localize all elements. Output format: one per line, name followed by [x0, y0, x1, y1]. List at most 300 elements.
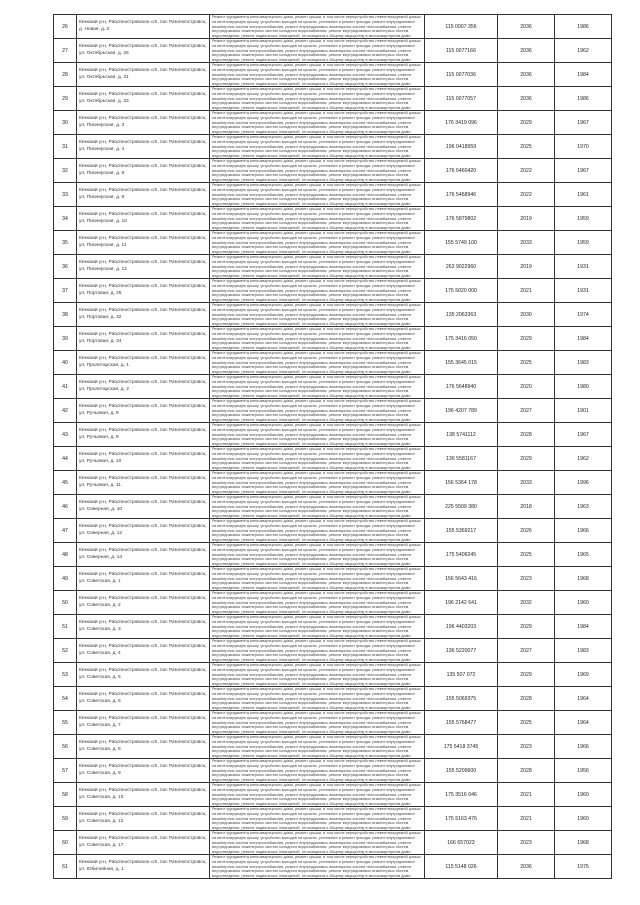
table-body: [54, 15, 612, 879]
construction-year-cell: [555, 471, 612, 495]
row-number: 54: [62, 695, 68, 702]
planned-year: 2021: [520, 287, 532, 294]
work-description: Ремонт фундамента многоквартирного дома, ремонт крыши, в том числе переустройство невентилируемой крыши на вентилируемую крышу, устройство выходов на кровлю, утепление и ремонт фасада, ремонт внутридомовых инженерных систем электроснабжения, ремонт внутридомовых инженерных систем теплоснабжения, ремонт внутридомовых инженерных систем холодного водоснабжения, ремонт внутридомовых инженерных систем водоотведения, ремонт подвальных помещений, относящихся к общему имуществу в многоквартирном доме,: [212, 351, 421, 374]
planned-year-cell: [498, 519, 555, 543]
construction-year-cell: [555, 255, 612, 279]
construction-year: 1931: [577, 287, 589, 294]
work-description: Ремонт фундамента многоквартирного дома, ремонт крыши, в том числе переустройство невентилируемой крыши на вентилируемую крышу, устройство выходов на кровлю, утепление и ремонт фасада, ремонт внутридомовых инженерных систем электроснабжения, ремонт внутридомовых инженерных систем теплоснабжения, ремонт внутридомовых инженерных систем холодного водоснабжения, ремонт внутридомовых инженерных систем водоотведения, ремонт подвальных помещений, относящихся к общему имуществу в многоквартирном доме,: [212, 735, 421, 758]
work-description-cell: [210, 351, 425, 375]
construction-year: 1969: [577, 671, 589, 678]
work-description: Ремонт фундамента многоквартирного дома, ремонт крыши, в том числе переустройство невентилируемой крыши на вентилируемую крышу, устройство выходов на кровлю, утепление и ремонт фасада, ремонт внутридомовых инженерных систем электроснабжения, ремонт внутридомовых инженерных систем теплоснабжения, ремонт внутридомовых инженерных систем холодного водоснабжения, ремонт внутридомовых инженерных систем водоотведения, ремонт подвальных помещений, относящихся к общему имуществу в многоквартирном доме,: [212, 423, 421, 446]
planned-year: 2027: [520, 647, 532, 654]
table-row: [54, 639, 612, 663]
cost-value-cell: [425, 303, 498, 327]
house-address: Кемский р-н, Рабочеостровское с/п, пос Рабочеостровск, ул. Советская, д. 8: [79, 740, 207, 752]
row-number: 26: [62, 23, 68, 30]
planned-year-cell: [498, 375, 555, 399]
house-address-cell: [77, 255, 210, 279]
row-number: 58: [62, 791, 68, 798]
row-number-cell: [54, 807, 77, 831]
construction-year: 1956: [577, 767, 589, 774]
construction-year: 1984: [577, 335, 589, 342]
row-number-cell: [54, 567, 77, 591]
cost-value-cell: [425, 543, 498, 567]
work-description-cell: [210, 567, 425, 591]
construction-year-cell: [555, 783, 612, 807]
house-address-cell: [77, 351, 210, 375]
planned-year-cell: [498, 807, 555, 831]
work-description: Ремонт фундамента многоквартирного дома, ремонт крыши, в том числе переустройство невентилируемой крыши на вентилируемую крышу, устройство выходов на кровлю, утепление и ремонт фасада, ремонт внутридомовых инженерных систем электроснабжения, ремонт внутридомовых инженерных систем теплоснабжения, ремонт внутридомовых инженерных систем холодного водоснабжения, ремонт внутридомовых инженерных систем водоотведения, ремонт подвальных помещений, относящихся к общему имуществу в многоквартирном доме,: [212, 231, 421, 254]
construction-year-cell: [555, 303, 612, 327]
cost-value-cell: [425, 711, 498, 735]
cost-value-cell: [425, 567, 498, 591]
table-row: [54, 759, 612, 783]
cost-value: 263 9022960: [445, 263, 477, 270]
row-number-cell: [54, 351, 77, 375]
cost-value: 196 4403203: [445, 623, 477, 630]
house-address-cell: [77, 855, 210, 879]
construction-year: 1984: [577, 71, 589, 78]
house-address-cell: [77, 207, 210, 231]
work-description: Ремонт фундамента многоквартирного дома, ремонт крыши, в том числе переустройство невентилируемой крыши на вентилируемую крышу, устройство выходов на кровлю, утепление и ремонт фасада, ремонт внутридомовых инженерных систем электроснабжения, ремонт внутридомовых инженерных систем теплоснабжения, ремонт внутридомовых инженерных систем холодного водоснабжения, ремонт внутридомовых инженерных систем водоотведения, ремонт подвальных помещений, относящихся к общему имуществу в многоквартирном доме,: [212, 399, 421, 422]
planned-year-cell: [498, 711, 555, 735]
row-number: 56: [62, 743, 68, 750]
house-address-cell: [77, 135, 210, 159]
planned-year-cell: [498, 63, 555, 87]
table-row: [54, 567, 612, 591]
house-address-cell: [77, 279, 210, 303]
construction-year: 1962: [577, 455, 589, 462]
planned-year: 2026: [520, 527, 532, 534]
work-description-cell: [210, 735, 425, 759]
row-number: 52: [62, 647, 68, 654]
row-number: 48: [62, 551, 68, 558]
house-address: Кемский р-н, Рабочеостровское с/п, пос Рабочеостровск, ул. Ручьевая, д. 9: [79, 404, 207, 416]
cost-value: 138 5741112: [446, 431, 476, 438]
cost-value-cell: [425, 471, 498, 495]
work-description: Ремонт фундамента многоквартирного дома, ремонт крыши, в том числе переустройство невентилируемой крыши на вентилируемую крышу, устройство выходов на кровлю, утепление и ремонт фасада, ремонт внутридомовых инженерных систем электроснабжения, ремонт внутридомовых инженерных систем теплоснабжения, ремонт внутридомовых инженерных систем холодного водоснабжения, ремонт внутридомовых инженерных систем водоотведения, ремонт подвальных помещений, относящихся к общему имуществу в многоквартирном доме,: [212, 495, 421, 518]
row-number-cell: [54, 327, 77, 351]
work-description-cell: [210, 759, 425, 783]
cost-value-cell: [425, 399, 498, 423]
construction-year: 1963: [577, 503, 589, 510]
planned-year: 2021: [520, 791, 532, 798]
work-description: Ремонт фундамента многоквартирного дома, ремонт крыши, в том числе переустройство невентилируемой крыши на вентилируемую крышу, устройство выходов на кровлю, утепление и ремонт фасада, ремонт внутридомовых инженерных систем электроснабжения, ремонт внутридомовых инженерных систем теплоснабжения, ремонт внутридомовых инженерных систем холодного водоснабжения, ремонт внутридомовых инженерных систем водоотведения, ремонт подвальных помещений, относящихся к общему имуществу в многоквартирном доме,: [212, 375, 421, 398]
work-description-cell: [210, 111, 425, 135]
planned-year: 2029: [520, 623, 532, 630]
table-row: [54, 399, 612, 423]
row-number: 34: [62, 215, 68, 222]
construction-year: 1986: [577, 95, 589, 102]
work-description-cell: [210, 855, 425, 879]
house-address-cell: [77, 447, 210, 471]
work-description: Ремонт фундамента многоквартирного дома, ремонт крыши, в том числе переустройство невентилируемой крыши на вентилируемую крышу, устройство выходов на кровлю, утепление и ремонт фасада, ремонт внутридомовых инженерных систем электроснабжения, ремонт внутридомовых инженерных систем теплоснабжения, ремонт внутридомовых инженерных систем холодного водоснабжения, ремонт внутридомовых инженерных систем водоотведения, ремонт подвальных помещений, относящихся к общему имуществу в многоквартирном доме,: [212, 279, 421, 302]
work-description-cell: [210, 807, 425, 831]
planned-year: 2022: [520, 191, 532, 198]
row-number-cell: [54, 159, 77, 183]
house-address-cell: [77, 39, 210, 63]
house-address: Кемский р-н, Рабочеостровское с/п, пос Рабочеостровск, ул. Октябрьская, д. 33: [79, 92, 207, 104]
house-address-cell: [77, 711, 210, 735]
house-address: Кемский р-н, Рабочеостровское с/п, пос Рабочеостровск, ул. Октябрьская, д. 26: [79, 44, 207, 56]
construction-year: 1967: [577, 431, 589, 438]
table-row: [54, 831, 612, 855]
row-number: 49: [62, 575, 68, 582]
row-number-cell: [54, 87, 77, 111]
planned-year-cell: [498, 471, 555, 495]
table-row: [54, 471, 612, 495]
construction-year-cell: [555, 615, 612, 639]
planned-year: 2025: [520, 719, 532, 726]
house-address: Кемский р-н, Рабочеостровское с/п, пос Рабочеостровск, ул. Пионерская, д. 9: [79, 188, 207, 200]
construction-year-cell: [555, 495, 612, 519]
row-number: 35: [62, 239, 68, 246]
construction-year-cell: [555, 135, 612, 159]
house-address: Кемский р-н, Рабочеостровское с/п, пос Рабочеостровск, ул. Советская, д. 6: [79, 692, 207, 704]
cost-value-cell: [425, 207, 498, 231]
table-row: [54, 687, 612, 711]
row-number-cell: [54, 831, 77, 855]
construction-year: 1970: [577, 143, 589, 150]
cost-value: 155 5768477: [445, 719, 477, 726]
planned-year-cell: [498, 639, 555, 663]
table-row: [54, 783, 612, 807]
table-row: [54, 855, 612, 879]
work-description: Ремонт фундамента многоквартирного дома, ремонт крыши, в том числе переустройство невентилируемой крыши на вентилируемую крышу, устройство выходов на кровлю, утепление и ремонт фасада, ремонт внутридомовых инженерных систем электроснабжения, ремонт внутридомовых инженерных систем теплоснабжения, ремонт внутридомовых инженерных систем холодного водоснабжения, ремонт внутридомовых инженерных систем водоотведения, ремонт подвальных помещений, относящихся к общему имуществу в многоквартирном доме,: [212, 783, 421, 806]
planned-year: 2019: [520, 215, 532, 222]
row-number: 60: [62, 839, 68, 846]
row-number: 53: [62, 671, 68, 678]
planned-year-cell: [498, 279, 555, 303]
work-description-cell: [210, 135, 425, 159]
planned-year: 2023: [520, 743, 532, 750]
table-row: [54, 183, 612, 207]
work-description: Ремонт фундамента многоквартирного дома, ремонт крыши, в том числе переустройство невентилируемой крыши на вентилируемую крышу, устройство выходов на кровлю, утепление и ремонт фасада, ремонт внутридомовых инженерных систем электроснабжения, ремонт внутридомовых инженерных систем теплоснабжения, ремонт внутридомовых инженерных систем холодного водоснабжения, ремонт внутридомовых инженерных систем водоотведения, ремонт подвальных помещений, относящихся к общему имуществу в многоквартирном доме,: [212, 543, 421, 566]
row-number-cell: [54, 423, 77, 447]
planned-year-cell: [498, 399, 555, 423]
house-address-cell: [77, 327, 210, 351]
work-description-cell: [210, 255, 425, 279]
row-number-cell: [54, 543, 77, 567]
construction-year-cell: [555, 159, 612, 183]
construction-year: 1962: [577, 47, 589, 54]
house-address-cell: [77, 543, 210, 567]
house-address-cell: [77, 303, 210, 327]
row-number: 45: [62, 479, 68, 486]
construction-year: 1980: [577, 383, 589, 390]
cost-value-cell: [425, 63, 498, 87]
house-address-cell: [77, 423, 210, 447]
construction-year-cell: [555, 807, 612, 831]
house-address: Кемский р-н, Рабочеостровское с/п, пос Рабочеостровск, ул. Ручьевая, д. 10: [79, 452, 207, 464]
cost-value-cell: [425, 183, 498, 207]
table-row: [54, 423, 612, 447]
house-address-cell: [77, 471, 210, 495]
work-description: Ремонт фундамента многоквартирного дома, ремонт крыши, в том числе переустройство невентилируемой крыши на вентилируемую крышу, устройство выходов на кровлю, утепление и ремонт фасада, ремонт внутридомовых инженерных систем электроснабжения, ремонт внутридомовых инженерных систем теплоснабжения, ремонт внутридомовых инженерных систем холодного водоснабжения, ремонт внутридомовых инженерных систем водоотведения, ремонт подвальных помещений, относящихся к общему имуществу в многоквартирном доме,: [212, 135, 421, 158]
planned-year-cell: [498, 183, 555, 207]
row-number: 59: [62, 815, 68, 822]
row-number: 43: [62, 431, 68, 438]
table-row: [54, 351, 612, 375]
planned-year-cell: [498, 15, 555, 39]
construction-year-cell: [555, 591, 612, 615]
table-row: [54, 255, 612, 279]
construction-year-cell: [555, 831, 612, 855]
house-address: Кемский р-н, Рабочеостровское с/п, пос Рабочеостровск, д. Новая, д. 2: [79, 20, 207, 32]
repair-program-table: [53, 14, 612, 879]
construction-year: 1901: [577, 407, 589, 414]
work-description-cell: [210, 399, 425, 423]
table-row: [54, 279, 612, 303]
construction-year-cell: [555, 87, 612, 111]
house-address: Кемский р-н, Рабочеостровское с/п, пос Рабочеостровск, ул. Советская, д. 2: [79, 596, 207, 608]
cost-value-cell: [425, 327, 498, 351]
construction-year-cell: [555, 327, 612, 351]
row-number-cell: [54, 639, 77, 663]
row-number-cell: [54, 447, 77, 471]
house-address: Кемский р-н, Рабочеостровское с/п, пос Рабочеостровск, ул. Портовая, д. 32: [79, 308, 207, 320]
work-description: Ремонт фундамента многоквартирного дома, ремонт крыши, в том числе переустройство невентилируемой крыши на вентилируемую крышу, устройство выходов на кровлю, утепление и ремонт фасада, ремонт внутридомовых инженерных систем электроснабжения, ремонт внутридомовых инженерных систем теплоснабжения, ремонт внутридомовых инженерных систем холодного водоснабжения, ремонт внутридомовых инженерных систем водоотведения, ремонт подвальных помещений, относящихся к общему имуществу в многоквартирном доме,: [212, 39, 421, 62]
house-address: Кемский р-н, Рабочеостровское с/п, пос Рабочеостровск, ул. Советская, д. 5: [79, 668, 207, 680]
work-description-cell: [210, 39, 425, 63]
construction-year: 1996: [577, 479, 589, 486]
construction-year: 1959: [577, 239, 589, 246]
row-number: 27: [62, 47, 68, 54]
house-address-cell: [77, 399, 210, 423]
house-address: Кемский р-н, Рабочеостровское с/п, пос Рабочеостровск, ул. Советская, д. 3: [79, 620, 207, 632]
work-description: Ремонт фундамента многоквартирного дома, ремонт крыши, в том числе переустройство невентилируемой крыши на вентилируемую крышу, устройство выходов на кровлю, утепление и ремонт фасада, ремонт внутридомовых инженерных систем электроснабжения, ремонт внутридомовых инженерных систем теплоснабжения, ремонт внутридомовых инженерных систем холодного водоснабжения, ремонт внутридомовых инженерных систем водоотведения, ремонт подвальных помещений, относящихся к общему имуществу в многоквартирном доме,: [212, 663, 421, 686]
cost-value-cell: [425, 855, 498, 879]
planned-year: 2020: [520, 383, 532, 390]
construction-year-cell: [555, 279, 612, 303]
construction-year-cell: [555, 375, 612, 399]
cost-value: 175 5020 000: [445, 287, 477, 294]
table-row: [54, 375, 612, 399]
construction-year: 1983: [577, 647, 589, 654]
work-description-cell: [210, 327, 425, 351]
construction-year-cell: [555, 423, 612, 447]
construction-year: 1968: [577, 575, 589, 582]
cost-value-cell: [425, 87, 498, 111]
work-description-cell: [210, 519, 425, 543]
planned-year-cell: [498, 327, 555, 351]
construction-year-cell: [555, 687, 612, 711]
cost-value: 175 3416 050: [445, 335, 477, 342]
table-row: [54, 15, 612, 39]
planned-year: 2023: [520, 575, 532, 582]
house-address: Кемский р-н, Рабочеостровское с/п, пос Рабочеостровск, ул. Ручьевая, д. 9: [79, 428, 207, 440]
house-address-cell: [77, 735, 210, 759]
row-number: 47: [62, 527, 68, 534]
construction-year: 1964: [577, 695, 589, 702]
planned-year-cell: [498, 207, 555, 231]
planned-year-cell: [498, 543, 555, 567]
row-number: 29: [62, 95, 68, 102]
work-description: Ремонт фундамента многоквартирного дома, ремонт крыши, в том числе переустройство невентилируемой крыши на вентилируемую крышу, устройство выходов на кровлю, утепление и ремонт фасада, ремонт внутридомовых инженерных систем электроснабжения, ремонт внутридомовых инженерных систем теплоснабжения, ремонт внутридомовых инженерных систем холодного водоснабжения, ремонт внутридомовых инженерных систем водоотведения, ремонт подвальных помещений, относящихся к общему имуществу в многоквартирном доме,: [212, 759, 421, 782]
cost-value: 175 3516 046: [445, 791, 477, 798]
row-number: 36: [62, 263, 68, 270]
cost-value-cell: [425, 351, 498, 375]
row-number-cell: [54, 687, 77, 711]
row-number: 44: [62, 455, 68, 462]
work-description: Ремонт фундамента многоквартирного дома, ремонт крыши, в том числе переустройство невентилируемой крыши на вентилируемую крышу, устройство выходов на кровлю, утепление и ремонт фасада, ремонт внутридомовых инженерных систем электроснабжения, ремонт внутридомовых инженерных систем теплоснабжения, ремонт внутридомовых инженерных систем холодного водоснабжения, ремонт внутридомовых инженерных систем водоотведения, ремонт подвальных помещений, относящихся к общему имуществу в многоквартирном доме,: [212, 519, 421, 542]
planned-year-cell: [498, 495, 555, 519]
cost-value: 156 5364 178: [445, 479, 477, 486]
cost-value: 155 5209600: [445, 767, 477, 774]
cost-value-cell: [425, 783, 498, 807]
planned-year-cell: [498, 567, 555, 591]
work-description: Ремонт фундамента многоквартирного дома, ремонт крыши, в том числе переустройство невентилируемой крыши на вентилируемую крышу, устройство выходов на кровлю, утепление и ремонт фасада, ремонт внутридомовых инженерных систем электроснабжения, ремонт внутридомовых инженерных систем теплоснабжения, ремонт внутридомовых инженерных систем холодного водоснабжения, ремонт внутридомовых инженерных систем водоотведения, ремонт подвальных помещений, относящихся к общему имуществу в многоквартирном доме,: [212, 447, 421, 470]
planned-year: 2019: [520, 263, 532, 270]
planned-year: 2028: [520, 767, 532, 774]
work-description: Ремонт фундамента многоквартирного дома, ремонт крыши, в том числе переустройство невентилируемой крыши на вентилируемую крышу, устройство выходов на кровлю, утепление и ремонт фасада, ремонт внутридомовых инженерных систем электроснабжения, ремонт внутридомовых инженерных систем теплоснабжения, ремонт внутридомовых инженерных систем холодного водоснабжения, ремонт внутридомовых инженерных систем водоотведения, ремонт подвальных помещений, относящихся к общему имуществу в многоквартирном доме,: [212, 639, 421, 662]
work-description-cell: [210, 87, 425, 111]
planned-year: 2027: [520, 407, 532, 414]
row-number-cell: [54, 663, 77, 687]
planned-year-cell: [498, 111, 555, 135]
row-number: 31: [62, 143, 68, 150]
house-address-cell: [77, 831, 210, 855]
construction-year: 1931: [577, 263, 589, 270]
house-address: Кемский р-н, Рабочеостровское с/п, пос Рабочеостровск, ул. Пионерская, д. 12: [79, 260, 207, 272]
work-description-cell: [210, 591, 425, 615]
house-address-cell: [77, 111, 210, 135]
row-number-cell: [54, 471, 77, 495]
cost-value: 155 5369217: [445, 527, 477, 534]
row-number: 42: [62, 407, 68, 414]
planned-year-cell: [498, 447, 555, 471]
house-address-cell: [77, 687, 210, 711]
planned-year: 2032: [520, 599, 532, 606]
planned-year-cell: [498, 615, 555, 639]
work-description: Ремонт фундамента многоквартирного дома, ремонт крыши, в том числе переустройство невентилируемой крыши на вентилируемую крышу, устройство выходов на кровлю, утепление и ремонт фасада, ремонт внутридомовых инженерных систем электроснабжения, ремонт внутридомовых инженерных систем теплоснабжения, ремонт внутридомовых инженерных систем холодного водоснабжения, ремонт внутридомовых инженерных систем водоотведения, ремонт подвальных помещений, относящихся к общему имуществу в многоквартирном доме,: [212, 159, 421, 182]
cost-value-cell: [425, 687, 498, 711]
construction-year-cell: [555, 639, 612, 663]
construction-year-cell: [555, 207, 612, 231]
work-description-cell: [210, 783, 425, 807]
work-description-cell: [210, 663, 425, 687]
planned-year: 2036: [520, 95, 532, 102]
planned-year: 2018: [520, 503, 532, 510]
construction-year: 1975: [577, 863, 589, 870]
construction-year-cell: [555, 711, 612, 735]
planned-year-cell: [498, 87, 555, 111]
planned-year-cell: [498, 159, 555, 183]
work-description: Ремонт фундамента многоквартирного дома, ремонт крыши, в том числе переустройство невентилируемой крыши на вентилируемую крышу, устройство выходов на кровлю, утепление и ремонт фасада, ремонт внутридомовых инженерных систем электроснабжения, ремонт внутридомовых инженерных систем теплоснабжения, ремонт внутридомовых инженерных систем холодного водоснабжения, ремонт внутридомовых инженерных систем водоотведения, ремонт подвальных помещений, относящихся к общему имуществу в многоквартирном доме,: [212, 831, 421, 854]
work-description-cell: [210, 15, 425, 39]
cost-value-cell: [425, 735, 498, 759]
work-description-cell: [210, 207, 425, 231]
cost-value-cell: [425, 591, 498, 615]
construction-year: 1984: [577, 623, 589, 630]
house-address-cell: [77, 567, 210, 591]
planned-year-cell: [498, 855, 555, 879]
construction-year-cell: [555, 567, 612, 591]
work-description: Ремонт фундамента многоквартирного дома, ремонт крыши, в том числе переустройство невентилируемой крыши на вентилируемую крышу, устройство выходов на кровлю, утепление и ремонт фасада, ремонт внутридомовых инженерных систем электроснабжения, ремонт внутридомовых инженерных систем теплоснабжения, ремонт внутридомовых инженерных систем холодного водоснабжения, ремонт внутридомовых инженерных систем водоотведения, ремонт подвальных помещений, относящихся к общему имуществу в многоквартирном доме,: [212, 567, 421, 590]
row-number-cell: [54, 111, 77, 135]
work-description: Ремонт фундамента многоквартирного дома, ремонт крыши, в том числе переустройство невентилируемой крыши на вентилируемую крышу, устройство выходов на кровлю, утепление и ремонт фасада, ремонт внутридомовых инженерных систем электроснабжения, ремонт внутридомовых инженерных систем теплоснабжения, ремонт внутридомовых инженерных систем холодного водоснабжения, ремонт внутридомовых инженерных систем водоотведения, ремонт подвальных помещений, относящихся к общему имуществу в многоквартирном доме,: [212, 471, 421, 494]
construction-year-cell: [555, 663, 612, 687]
house-address: Кемский р-н, Рабочеостровское с/п, пос Рабочеостровск, ул. Пролетарская, д. 1: [79, 356, 207, 368]
row-number-cell: [54, 711, 77, 735]
construction-year-cell: [555, 855, 612, 879]
construction-year-cell: [555, 15, 612, 39]
row-number: 28: [62, 71, 68, 78]
construction-year: 1966: [577, 527, 589, 534]
planned-year: 2029: [520, 335, 532, 342]
house-address-cell: [77, 63, 210, 87]
table-row: [54, 519, 612, 543]
house-address-cell: [77, 495, 210, 519]
row-number-cell: [54, 735, 77, 759]
construction-year: 1983: [577, 359, 589, 366]
house-address: Кемский р-н, Рабочеостровское с/п, пос Рабочеостровск, ул. Советская, д. 17: [79, 836, 207, 848]
work-description: Ремонт фундамента многоквартирного дома, ремонт крыши, в том числе переустройство невентилируемой крыши на вентилируемую крышу, устройство выходов на кровлю, утепление и ремонт фасада, ремонт внутридомовых инженерных систем электроснабжения, ремонт внутридомовых инженерных систем теплоснабжения, ремонт внутридомовых инженерных систем холодного водоснабжения, ремонт внутридомовых инженерных систем водоотведения, ремонт подвальных помещений, относящихся к общему имуществу в многоквартирном доме,: [212, 63, 421, 86]
planned-year: 2033: [520, 479, 532, 486]
work-description-cell: [210, 423, 425, 447]
cost-value-cell: [425, 231, 498, 255]
construction-year: 1974: [577, 311, 589, 318]
table-row: [54, 111, 612, 135]
row-number: 51: [62, 623, 68, 630]
row-number: 41: [62, 383, 68, 390]
planned-year-cell: [498, 783, 555, 807]
construction-year: 1960: [577, 791, 589, 798]
work-description-cell: [210, 639, 425, 663]
row-number: 30: [62, 119, 68, 126]
construction-year: 1961: [577, 191, 589, 198]
cost-value: 175 5163 476: [445, 815, 477, 822]
work-description-cell: [210, 543, 425, 567]
work-description-cell: [210, 495, 425, 519]
construction-year: 1959: [577, 215, 589, 222]
house-address-cell: [77, 591, 210, 615]
planned-year: 2029: [520, 455, 532, 462]
construction-year: 1960: [577, 599, 589, 606]
planned-year-cell: [498, 663, 555, 687]
row-number-cell: [54, 399, 77, 423]
construction-year-cell: [555, 735, 612, 759]
cost-value-cell: [425, 279, 498, 303]
cost-value-cell: [425, 831, 498, 855]
planned-year-cell: [498, 303, 555, 327]
work-description: Ремонт фундамента многоквартирного дома, ремонт крыши, в том числе переустройство невентилируемой крыши на вентилируемую крышу, устройство выходов на кровлю, утепление и ремонт фасада, ремонт внутридомовых инженерных систем электроснабжения, ремонт внутридомовых инженерных систем теплоснабжения, ремонт внутридомовых инженерных систем холодного водоснабжения, ремонт внутридомовых инженерных систем водоотведения, ремонт подвальных помещений, относящихся к общему имуществу в многоквартирном доме,: [212, 687, 421, 710]
cost-value-cell: [425, 759, 498, 783]
cost-value: 196 4207 789: [445, 407, 477, 414]
row-number-cell: [54, 279, 77, 303]
work-description: Ремонт фундамента многоквартирного дома, ремонт крыши, в том числе переустройство невентилируемой крыши на вентилируемую крышу, устройство выходов на кровлю, утепление и ремонт фасада, ремонт внутридомовых инженерных систем электроснабжения, ремонт внутридомовых инженерных систем теплоснабжения, ремонт внутридомовых инженерных систем холодного водоснабжения, ремонт внутридомовых инженерных систем водоотведения, ремонт подвальных помещений, относящихся к общему имуществу в многоквартирном доме,: [212, 183, 421, 206]
table-row: [54, 711, 612, 735]
row-number-cell: [54, 183, 77, 207]
row-number-cell: [54, 207, 77, 231]
cost-value-cell: [425, 495, 498, 519]
construction-year: 1966: [577, 743, 589, 750]
table-row: [54, 327, 612, 351]
cost-value: 175 5406245: [445, 551, 477, 558]
cost-value: 135 2063363: [445, 311, 477, 318]
planned-year: 2029: [520, 119, 532, 126]
planned-year: 2033: [520, 239, 532, 246]
document-page: [53, 14, 589, 879]
row-number-cell: [54, 135, 77, 159]
house-address: Кемский р-н, Рабочеостровское с/п, пос Рабочеостровск, ул. Пионерская, д. 11: [79, 236, 207, 248]
cost-value-cell: [425, 375, 498, 399]
house-address: Кемский р-н, Рабочеостровское с/п, пос Рабочеостровск, ул. Пролетарская, д. 2: [79, 380, 207, 392]
house-address-cell: [77, 783, 210, 807]
work-description-cell: [210, 471, 425, 495]
row-number-cell: [54, 615, 77, 639]
construction-year-cell: [555, 519, 612, 543]
